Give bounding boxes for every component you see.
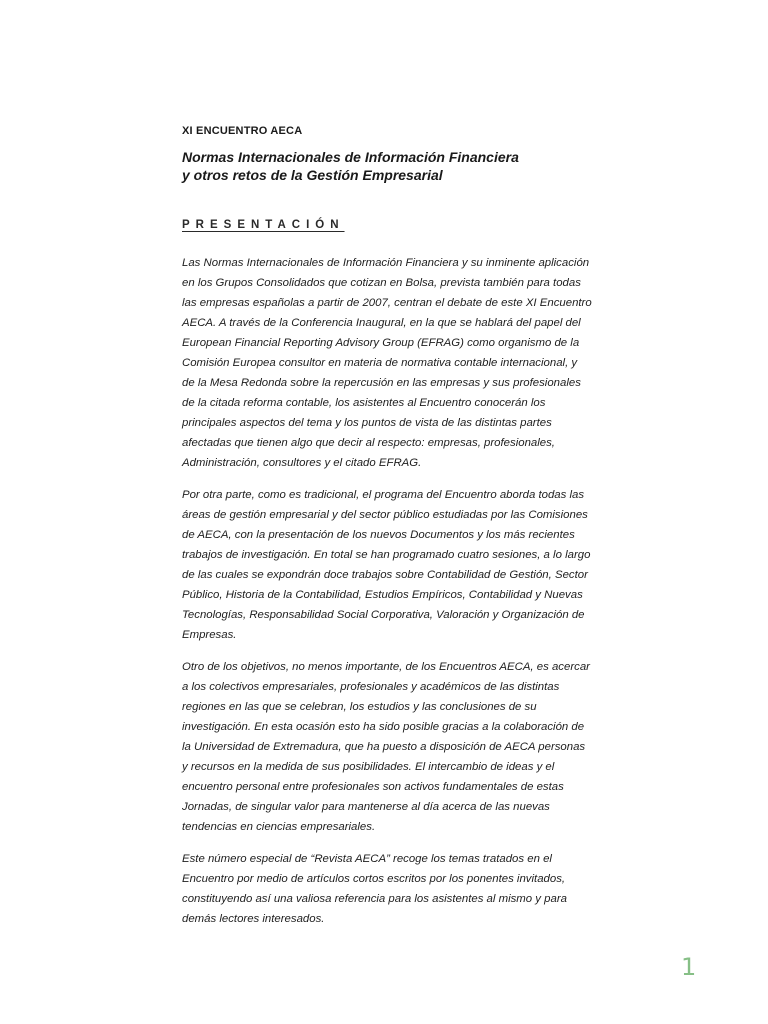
page-number: 1 (681, 953, 697, 981)
document-title (182, 148, 592, 184)
paragraph-1: Las Normas Internacionales de Información Financiera y su inminente aplicación en los Grupos Consolidados que cotizan en Bolsa, prevista también para todas las empresas españolas a partir de 2007, centran el debate de este XI Encuentro AECA. A través de la Conferencia Inaugural, en la que se hablará del papel del European Financial Reporting Advisory Group (EFRAG) como organismo de la Comisión Europea consultor en materia de normativa contable internacional, y de la Mesa Redonda sobre la repercusión en las empresas y sus profesionales de la citada reforma contable, los asistentes al Encuentro conocerán los principales aspectos del tema y los puntos de vista de las distintas partes afectadas que tienen algo que decir al respecto: empresas, profesionales, Administración, consultores y el citado EFRAG. (182, 257, 592, 469)
paragraph-4: Este número especial de “Revista AECA” recoge los temas tratados en el Encuentro por medio de artículos cortos escritos por los ponentes invitados, constituyendo así una valiosa referencia para los asistentes al mismo y para demás lectores interesados. (182, 853, 567, 925)
paragraph-2: Por otra parte, como es tradicional, el programa del Encuentro aborda todas las áreas de gestión empresarial y del sector público estudiadas por las Comisiones de AECA, con la presentación de los nuevos Documentos y los más recientes trabajos de investigación. En total se han programado cuatro sesiones, a lo largo de las cuales se expondrán doce trabajos sobre Contabilidad de Gestión, Sector Público, Historia de la Contabilidad, Estudios Empíricos, Contabilidad y Nuevas Tecnologías, Responsabilidad Social Corporativa, Valoración y Organización de Empresas. (182, 489, 591, 641)
document-page (182, 125, 592, 941)
title-line-1: Normas Internacionales de Información Financiera (182, 149, 519, 165)
paragraph-3: Otro de los objetivos, no menos importante, de los Encuentros AECA, es acercar a los colectivos empresariales, profesionales y académicos de las distintas regiones en las que se celebran, los estudios y las conclusiones de su investigación. En esta ocasión esto ha sido posible gracias a la colaboración de la Universidad de Extremadura, que ha puesto a disposición de AECA personas y recursos en la medida de sus posibilidades. El intercambio de ideas y el encuentro personal entre profesionales son activos fundamentales de estas Jornadas, de singular valor para mantenerse al día acerca de las nuevas tendencias en ciencias empresariales. (182, 661, 590, 833)
section-heading: PRESENTACIÓN (182, 219, 345, 231)
title-line-2: y otros retos de la Gestión Empresarial (182, 167, 443, 183)
event-label: XI ENCUENTRO AECA (182, 125, 303, 137)
